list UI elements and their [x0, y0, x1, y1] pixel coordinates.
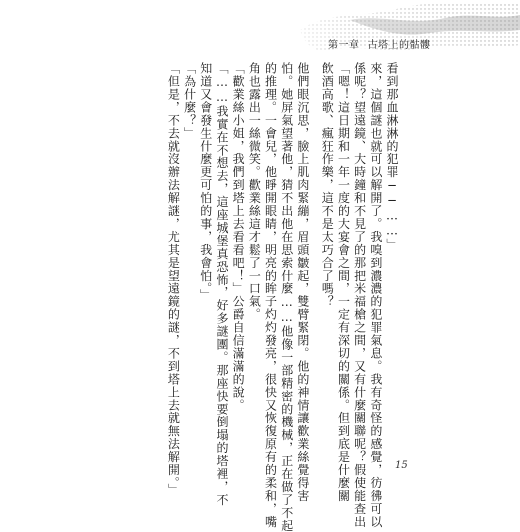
text-column: 看到那血淋淋的犯罪──……」: [385, 62, 399, 252]
text-column: 來，這個謎也就可以解開了。我嗅到濃濃的犯罪氣息。我有奇怪的感覺，彷彿可以: [368, 62, 383, 529]
text-column: 「但是，不去就沒辦法解謎，尤其是望遠鏡的謎，不到塔上去就無法解開。」: [166, 62, 181, 497]
text-column: 「……我實在不想去，這座城堡真恐怖，好多謎團。那座快要倒塌的塔裡，不: [214, 62, 229, 507]
header-decoration-image: [260, 0, 520, 70]
text-column: 知道又會發生什麼更可怕的事，我會怕。」: [198, 62, 213, 303]
text-column: 的推理。一會兒，他睜開眼睛，明亮的眸子灼灼發亮，很快又恢復原有的柔和，嘴: [263, 62, 278, 529]
chapter-number: 第一章: [328, 40, 360, 51]
text-column: 「歡業絲小姐，我們到塔上去看看吧！」公爵自信滿滿的說。: [231, 62, 246, 412]
text-column: 「為什麼？」: [182, 62, 197, 140]
chapter-title: 古塔上的骷髏: [367, 40, 431, 51]
chapter-header: [328, 36, 431, 51]
text-column: 「嗯！這日期和一年一度的大宴會之間，一定有深切的關係。但到底是什麼關: [336, 62, 351, 503]
paragraph-gap: [313, 62, 317, 432]
text-column: 怕。她屏氣望著他，猜不出他在思索什麼……他像一部精密的機械，正在做了不起: [279, 62, 294, 532]
vertical-text-body: [166, 62, 399, 532]
text-column: 角也露出一絲微笑。歡業絲這才鬆了一口氣。: [247, 62, 262, 321]
page-number: 15: [395, 460, 408, 471]
text-column: 飲酒高歌、瘋狂作樂，這不是太巧合了嗎？: [320, 62, 335, 309]
text-column: 他們眼沉思，臉上肌肉緊繃，眉頭皺起，雙臂緊閉。他的神情讓歡業絲覺得害: [295, 62, 310, 503]
text-column: 係呢？望遠鏡、大時鐘和不見了的那把米福槍之間，又有什麼關聯呢？假使能查出: [352, 62, 367, 529]
